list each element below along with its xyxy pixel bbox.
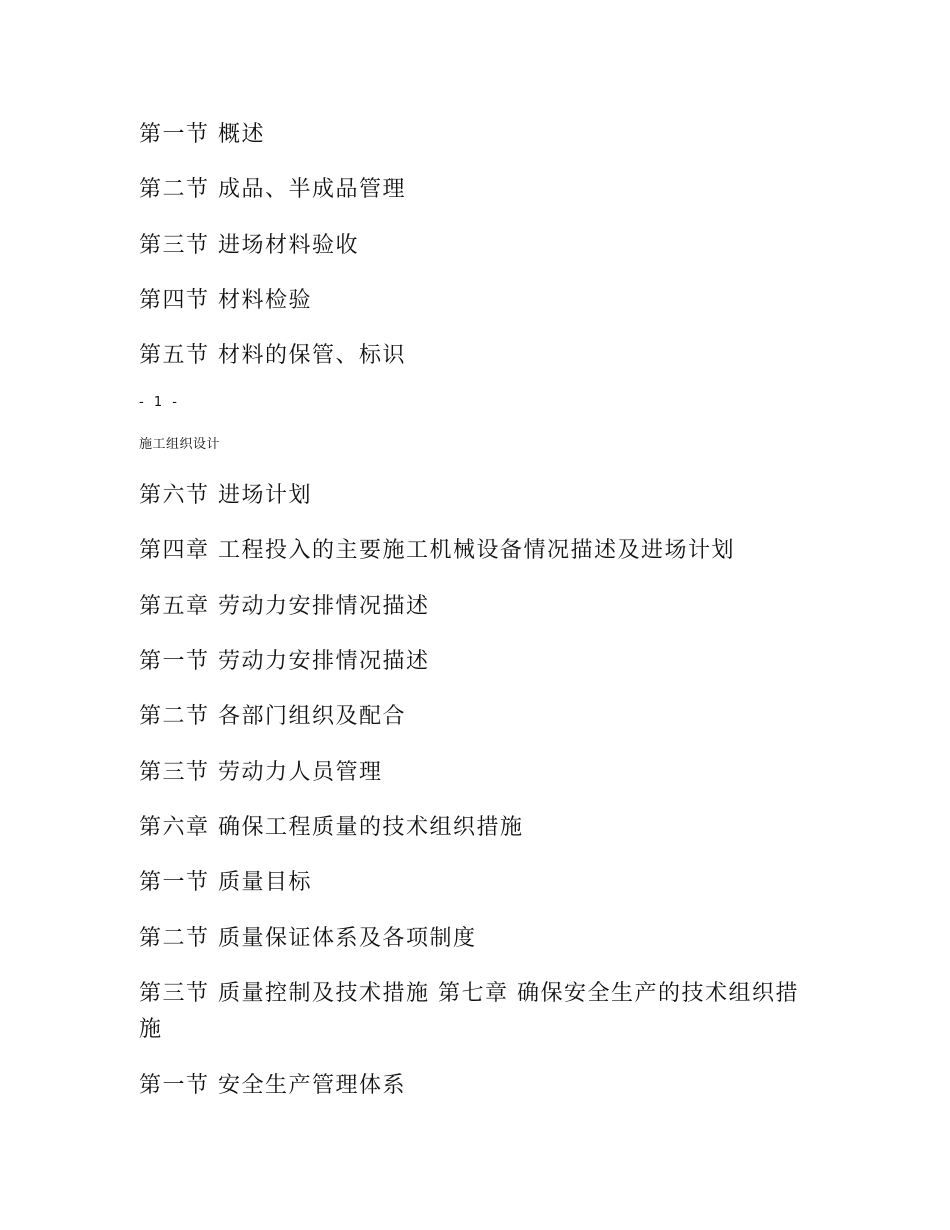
toc-entry: 第四节 材料检验 — [139, 288, 312, 313]
toc-entry: 第六章 确保工程质量的技术组织措施 — [139, 815, 524, 840]
toc-entry: 第二节 成品、半成品管理 — [139, 177, 406, 202]
toc-entry: 第五章 劳动力安排情况描述 — [139, 594, 430, 619]
toc-entry: 第二节 质量保证体系及各项制度 — [139, 926, 477, 951]
toc-entry: 第五节 材料的保管、标识 — [139, 343, 406, 368]
toc-entry: 第一节 劳动力安排情况描述 — [139, 649, 430, 674]
page-number: - 1 - — [139, 395, 180, 410]
toc-entry: 第一节 质量目标 — [139, 870, 312, 895]
toc-entry: 第三节 质量控制及技术措施 第七章 确保安全生产的技术组织措施 — [139, 981, 799, 1042]
toc-entry: 第六节 进场计划 — [139, 483, 312, 508]
toc-entry: 第一节 概述 — [139, 122, 265, 147]
running-header: 施工组织设计 — [139, 437, 221, 452]
toc-entry: 第四章 工程投入的主要施工机械设备情况描述及进场计划 — [139, 538, 735, 563]
toc-entry: 第二节 各部门组织及配合 — [139, 704, 406, 729]
toc-entry: 第一节 安全生产管理体系 — [139, 1073, 406, 1098]
toc-entry: 第三节 进场材料验收 — [139, 233, 359, 258]
toc-entry: 第三节 劳动力人员管理 — [139, 760, 383, 785]
